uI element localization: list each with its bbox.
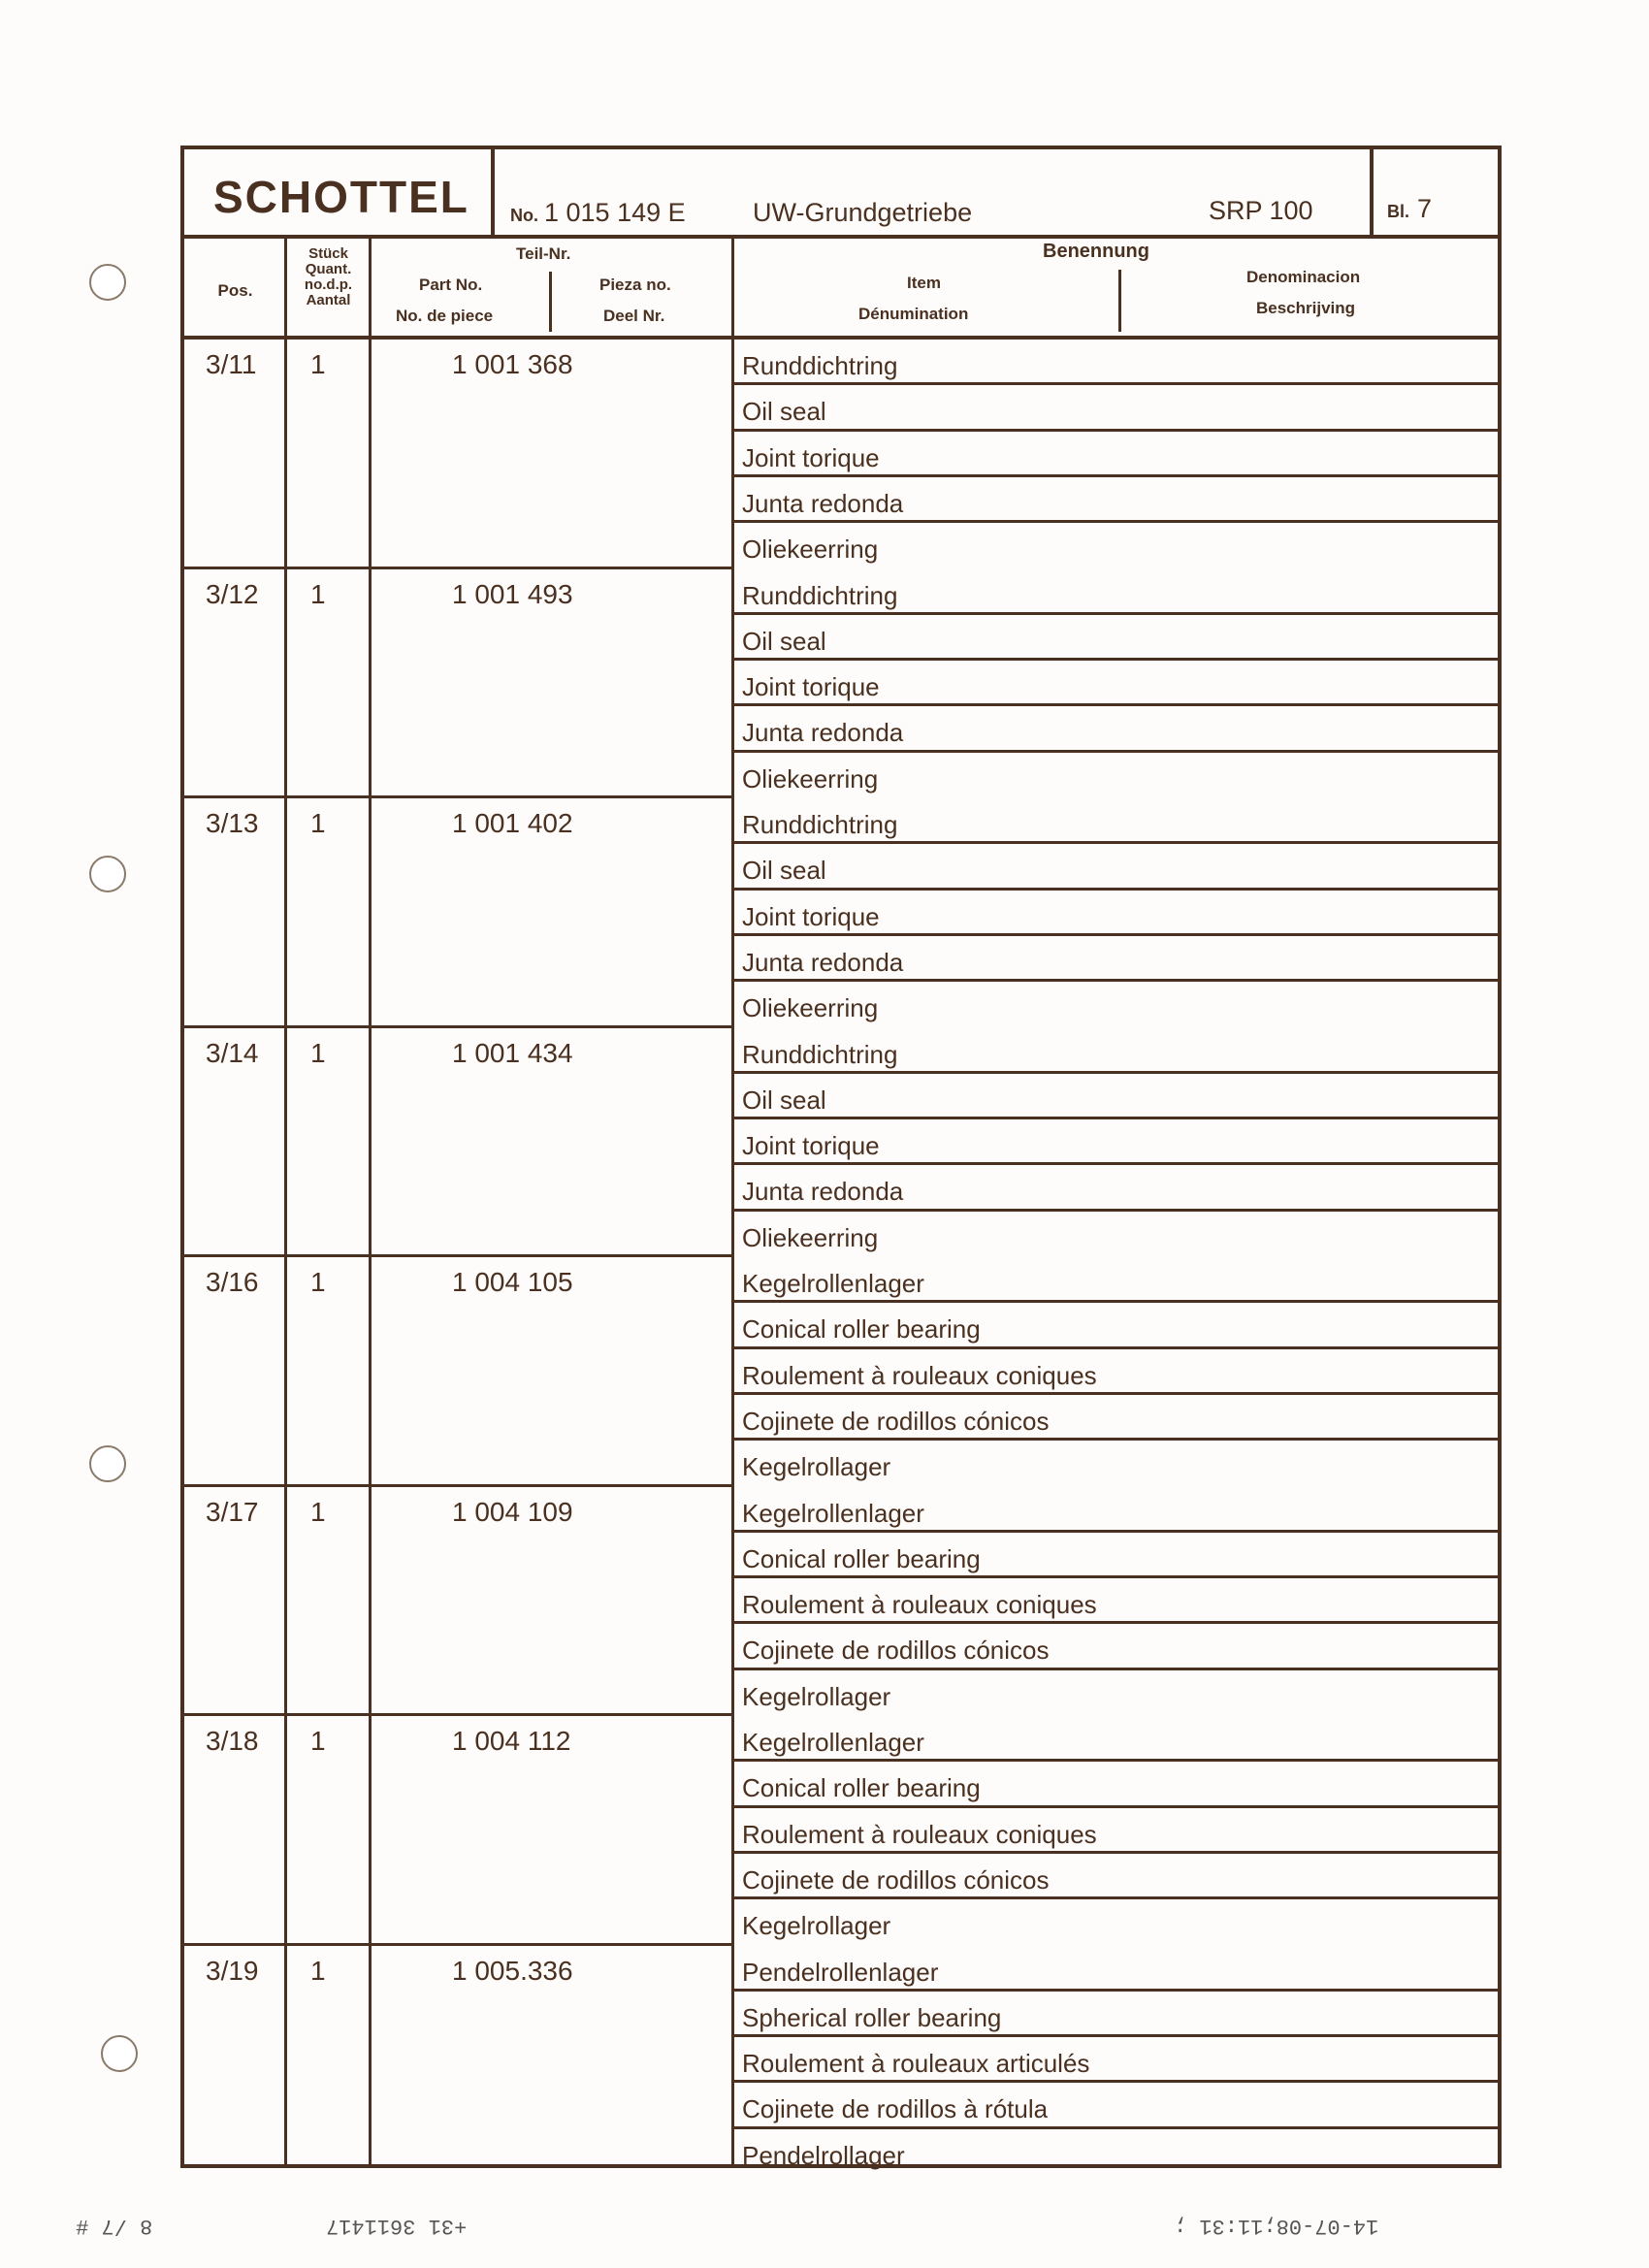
row-pos: 3/11 <box>206 349 257 379</box>
row-qty: 1 <box>310 1267 326 1297</box>
row-qty: 1 <box>310 349 326 379</box>
row-description: Runddichtring <box>732 569 1499 615</box>
row-description: Oil seal <box>732 385 1499 431</box>
benennung-label: Benennung <box>1043 241 1149 262</box>
col-header-partno <box>371 239 732 340</box>
row-separator <box>184 1713 732 1716</box>
row-description: Oil seal <box>732 615 1499 661</box>
row-part-number: 1 001 493 <box>452 578 573 609</box>
row-description: Kegelrollenlager <box>732 1487 1499 1533</box>
row-description: Roulement à rouleaux coniques <box>732 1349 1499 1395</box>
row-qty: 1 <box>310 808 326 838</box>
row-description-group <box>732 340 1499 569</box>
row-description: Roulement à rouleaux coniques <box>732 1578 1499 1624</box>
item-label: Item <box>907 274 941 292</box>
fax-footer-middle: +31 3611417 <box>326 2214 468 2238</box>
parts-list-sheet <box>180 146 1502 2168</box>
row-description-group <box>732 1946 1499 2176</box>
row-description: Kegelrollager <box>742 1681 891 1711</box>
partno-fr-label: No. de piece <box>396 307 494 325</box>
row-pos: 3/13 <box>206 808 259 838</box>
row-description-group <box>732 1028 1499 1258</box>
row-qty: 1 <box>310 1496 326 1527</box>
model-name: SRP 100 <box>1209 196 1313 225</box>
punch-hole <box>89 264 126 301</box>
document-title: UW-Grundgetriebe <box>753 198 973 227</box>
row-description: Oil seal <box>732 1074 1499 1119</box>
column-divider <box>369 239 372 2164</box>
row-description: Joint torique <box>732 891 1499 936</box>
row-part-number: 1 001 402 <box>452 808 573 838</box>
row-pos: 3/12 <box>206 578 259 609</box>
row-qty: 1 <box>310 1726 326 1756</box>
row-description: Cojinete de rodillos cónicos <box>732 1624 1499 1669</box>
row-description: Runddichtring <box>732 340 1499 385</box>
row-separator <box>184 1254 732 1257</box>
row-description: Joint torique <box>732 1119 1499 1165</box>
row-separator <box>184 567 732 569</box>
fax-footer-left: 8 /7 # <box>76 2214 153 2238</box>
row-description: Runddichtring <box>732 1028 1499 1074</box>
punch-hole <box>89 1445 126 1482</box>
row-description: Joint torique <box>732 432 1499 477</box>
row-description: Oliekeerring <box>742 1222 879 1252</box>
row-pos: 3/16 <box>206 1267 259 1297</box>
partno-it-label: Pieza no. <box>599 275 671 294</box>
row-pos: 3/18 <box>206 1726 259 1756</box>
row-description: Spherical roller bearing <box>732 1992 1499 2037</box>
row-description-group <box>732 569 1499 799</box>
column-divider <box>284 239 287 2164</box>
denominacion-label: Denominacion <box>1246 268 1361 286</box>
fax-footer-right: 14-07-08;11:31 ; <box>1174 2214 1379 2238</box>
row-description: Kegelrollenlager <box>732 1716 1499 1762</box>
row-description-group <box>732 798 1499 1028</box>
row-separator <box>184 1943 732 1946</box>
row-description: Pendelrollenlager <box>732 1946 1499 1992</box>
row-description: Cojinete de rodillos cónicos <box>732 1395 1499 1441</box>
row-description: Junta redonda <box>732 1165 1499 1211</box>
row-description: Junta redonda <box>732 706 1499 752</box>
row-description: Oliekeerring <box>742 993 879 1023</box>
row-description: Conical roller bearing <box>732 1762 1499 1807</box>
row-description: Oil seal <box>732 844 1499 890</box>
row-pos: 3/14 <box>206 1037 259 1068</box>
denumination-label: Dénumination <box>858 305 969 323</box>
row-separator <box>184 795 732 798</box>
document-number: No. 1 015 149 E <box>510 198 686 227</box>
row-description: Conical roller bearing <box>732 1303 1499 1348</box>
row-description: Joint torique <box>732 661 1499 706</box>
row-part-number: 1 004 105 <box>452 1267 573 1297</box>
brand-logo: SCHOTTEL <box>184 149 495 235</box>
punch-hole <box>89 856 126 892</box>
row-description: Roulement à rouleaux coniques <box>732 1808 1499 1854</box>
row-description: Pendelrollager <box>742 2140 905 2170</box>
punch-hole <box>101 2035 138 2072</box>
row-qty: 1 <box>310 578 326 609</box>
row-qty: 1 <box>310 1037 326 1068</box>
row-description: Oliekeerring <box>742 763 879 794</box>
row-description: Junta redonda <box>732 477 1499 523</box>
row-description: Runddichtring <box>732 798 1499 844</box>
row-description: Oliekeerring <box>742 535 879 565</box>
row-description: Kegelrollager <box>742 1911 891 1941</box>
row-pos: 3/17 <box>206 1496 259 1527</box>
row-description-group <box>732 1716 1499 1946</box>
col-header-benennung <box>732 239 1499 340</box>
row-part-number: 1 004 112 <box>452 1726 571 1756</box>
row-description: Kegelrollager <box>742 1452 891 1482</box>
partno-group-label: Teil-Nr. <box>516 244 571 263</box>
row-description: Junta redonda <box>732 936 1499 982</box>
row-part-number: 1 001 434 <box>452 1037 573 1068</box>
row-description: Kegelrollenlager <box>732 1257 1499 1303</box>
row-description: Cojinete de rodillos cónicos <box>732 1854 1499 1899</box>
row-description: Roulement à rouleaux articulés <box>732 2037 1499 2083</box>
row-separator <box>184 1484 732 1487</box>
partno-nl-label: Deel Nr. <box>603 307 665 325</box>
row-part-number: 1 004 109 <box>452 1496 573 1527</box>
row-description-group <box>732 1257 1499 1487</box>
row-separator <box>184 1025 732 1028</box>
col-header-pos: Pos. <box>184 239 286 340</box>
row-description: Conical roller bearing <box>732 1533 1499 1578</box>
sheet-header <box>184 149 1498 239</box>
row-pos: 3/19 <box>206 1955 259 1986</box>
row-description-group <box>732 1487 1499 1717</box>
row-part-number: 1 005.336 <box>452 1955 573 1986</box>
col-header-qty: Stück Quant. no.d.p. Aantal <box>286 239 371 340</box>
beschrijving-label: Beschrijving <box>1256 299 1356 317</box>
sheet-number: Bl. 7 <box>1370 149 1502 235</box>
row-part-number: 1 001 368 <box>452 349 573 379</box>
row-qty: 1 <box>310 1955 326 1986</box>
row-description: Cojinete de rodillos à rótula <box>732 2083 1499 2128</box>
partno-en-label: Part No. <box>419 275 483 294</box>
